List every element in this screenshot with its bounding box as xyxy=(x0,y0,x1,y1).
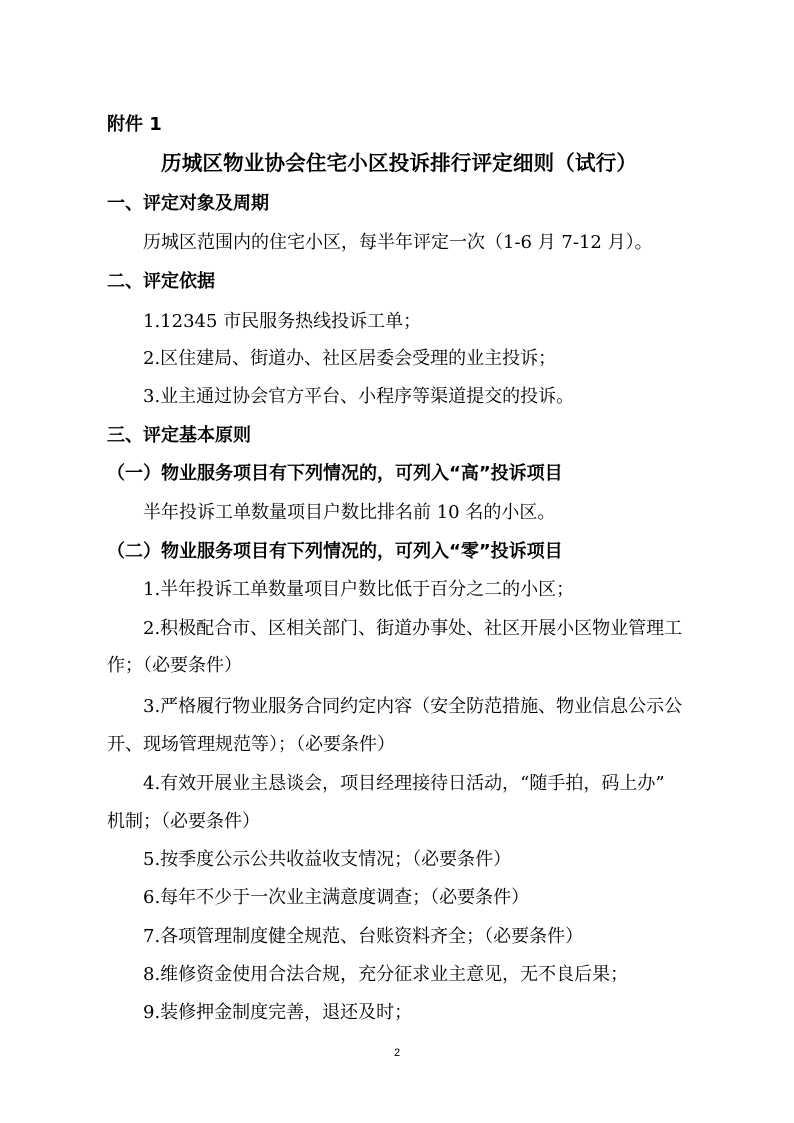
attachment-label: 附件 1 xyxy=(107,114,162,135)
zero-item-9: 9.装修押金制度完善，退还及时； xyxy=(143,1002,413,1023)
section-heading-3: 三、评定基本原则 xyxy=(107,425,251,446)
zero-item-6: 6.每年不少于一次业主满意度调查；（必要条件） xyxy=(143,887,530,908)
subsection-heading-zero: （二）物业服务项目有下列情况的，可列入“零”投诉项目 xyxy=(107,541,563,562)
section-heading-1: 一、评定对象及周期 xyxy=(107,193,269,214)
zero-item-4-cont: 机制；（必要条件） xyxy=(107,811,260,832)
document-title: 历城区物业协会住宅小区投诉排行评定细则（试行） xyxy=(161,151,638,175)
zero-item-3-cont: 开、现场管理规范等）；（必要条件） xyxy=(107,734,395,755)
section-1-body: 历城区范围内的住宅小区，每半年评定一次（1-6 月 7-12 月）。 xyxy=(143,232,653,253)
zero-item-7: 7.各项管理制度健全规范、台账资料齐全；（必要条件） xyxy=(143,926,584,947)
basis-item-3: 3.业主通过协会官方平台、小程序等渠道提交的投诉。 xyxy=(143,386,575,407)
basis-item-1: 1.12345 市民服务热线投诉工单； xyxy=(143,311,422,332)
zero-item-4: 4.有效开展业主恳谈会，项目经理接待日活动，“随手拍，码上办” xyxy=(143,773,665,794)
zero-item-5: 5.按季度公示公共收益收支情况；（必要条件） xyxy=(143,849,512,870)
subsection-high-body: 半年投诉工单数量项目户数比排名前 10 名的小区。 xyxy=(143,502,556,523)
section-heading-2: 二、评定依据 xyxy=(107,271,215,292)
subsection-heading-high: （一）物业服务项目有下列情况的，可列入“高”投诉项目 xyxy=(107,463,563,484)
zero-item-1: 1.半年投诉工单数量项目户数比低于百分之二的小区； xyxy=(143,579,575,600)
zero-item-3: 3.严格履行物业服务合同约定内容（安全防范措施、物业信息公示公 xyxy=(143,696,683,717)
page-number: 2 xyxy=(394,1047,401,1059)
basis-item-2: 2.区住建局、街道办、社区居委会受理的业主投诉； xyxy=(143,348,557,369)
zero-item-2-cont: 作；（必要条件） xyxy=(107,655,242,676)
zero-item-8: 8.维修资金使用合法合规，充分征求业主意见，无不良后果； xyxy=(143,964,629,985)
zero-item-2: 2.积极配合市、区相关部门、街道办事处、社区开展小区物业管理工 xyxy=(143,618,683,639)
